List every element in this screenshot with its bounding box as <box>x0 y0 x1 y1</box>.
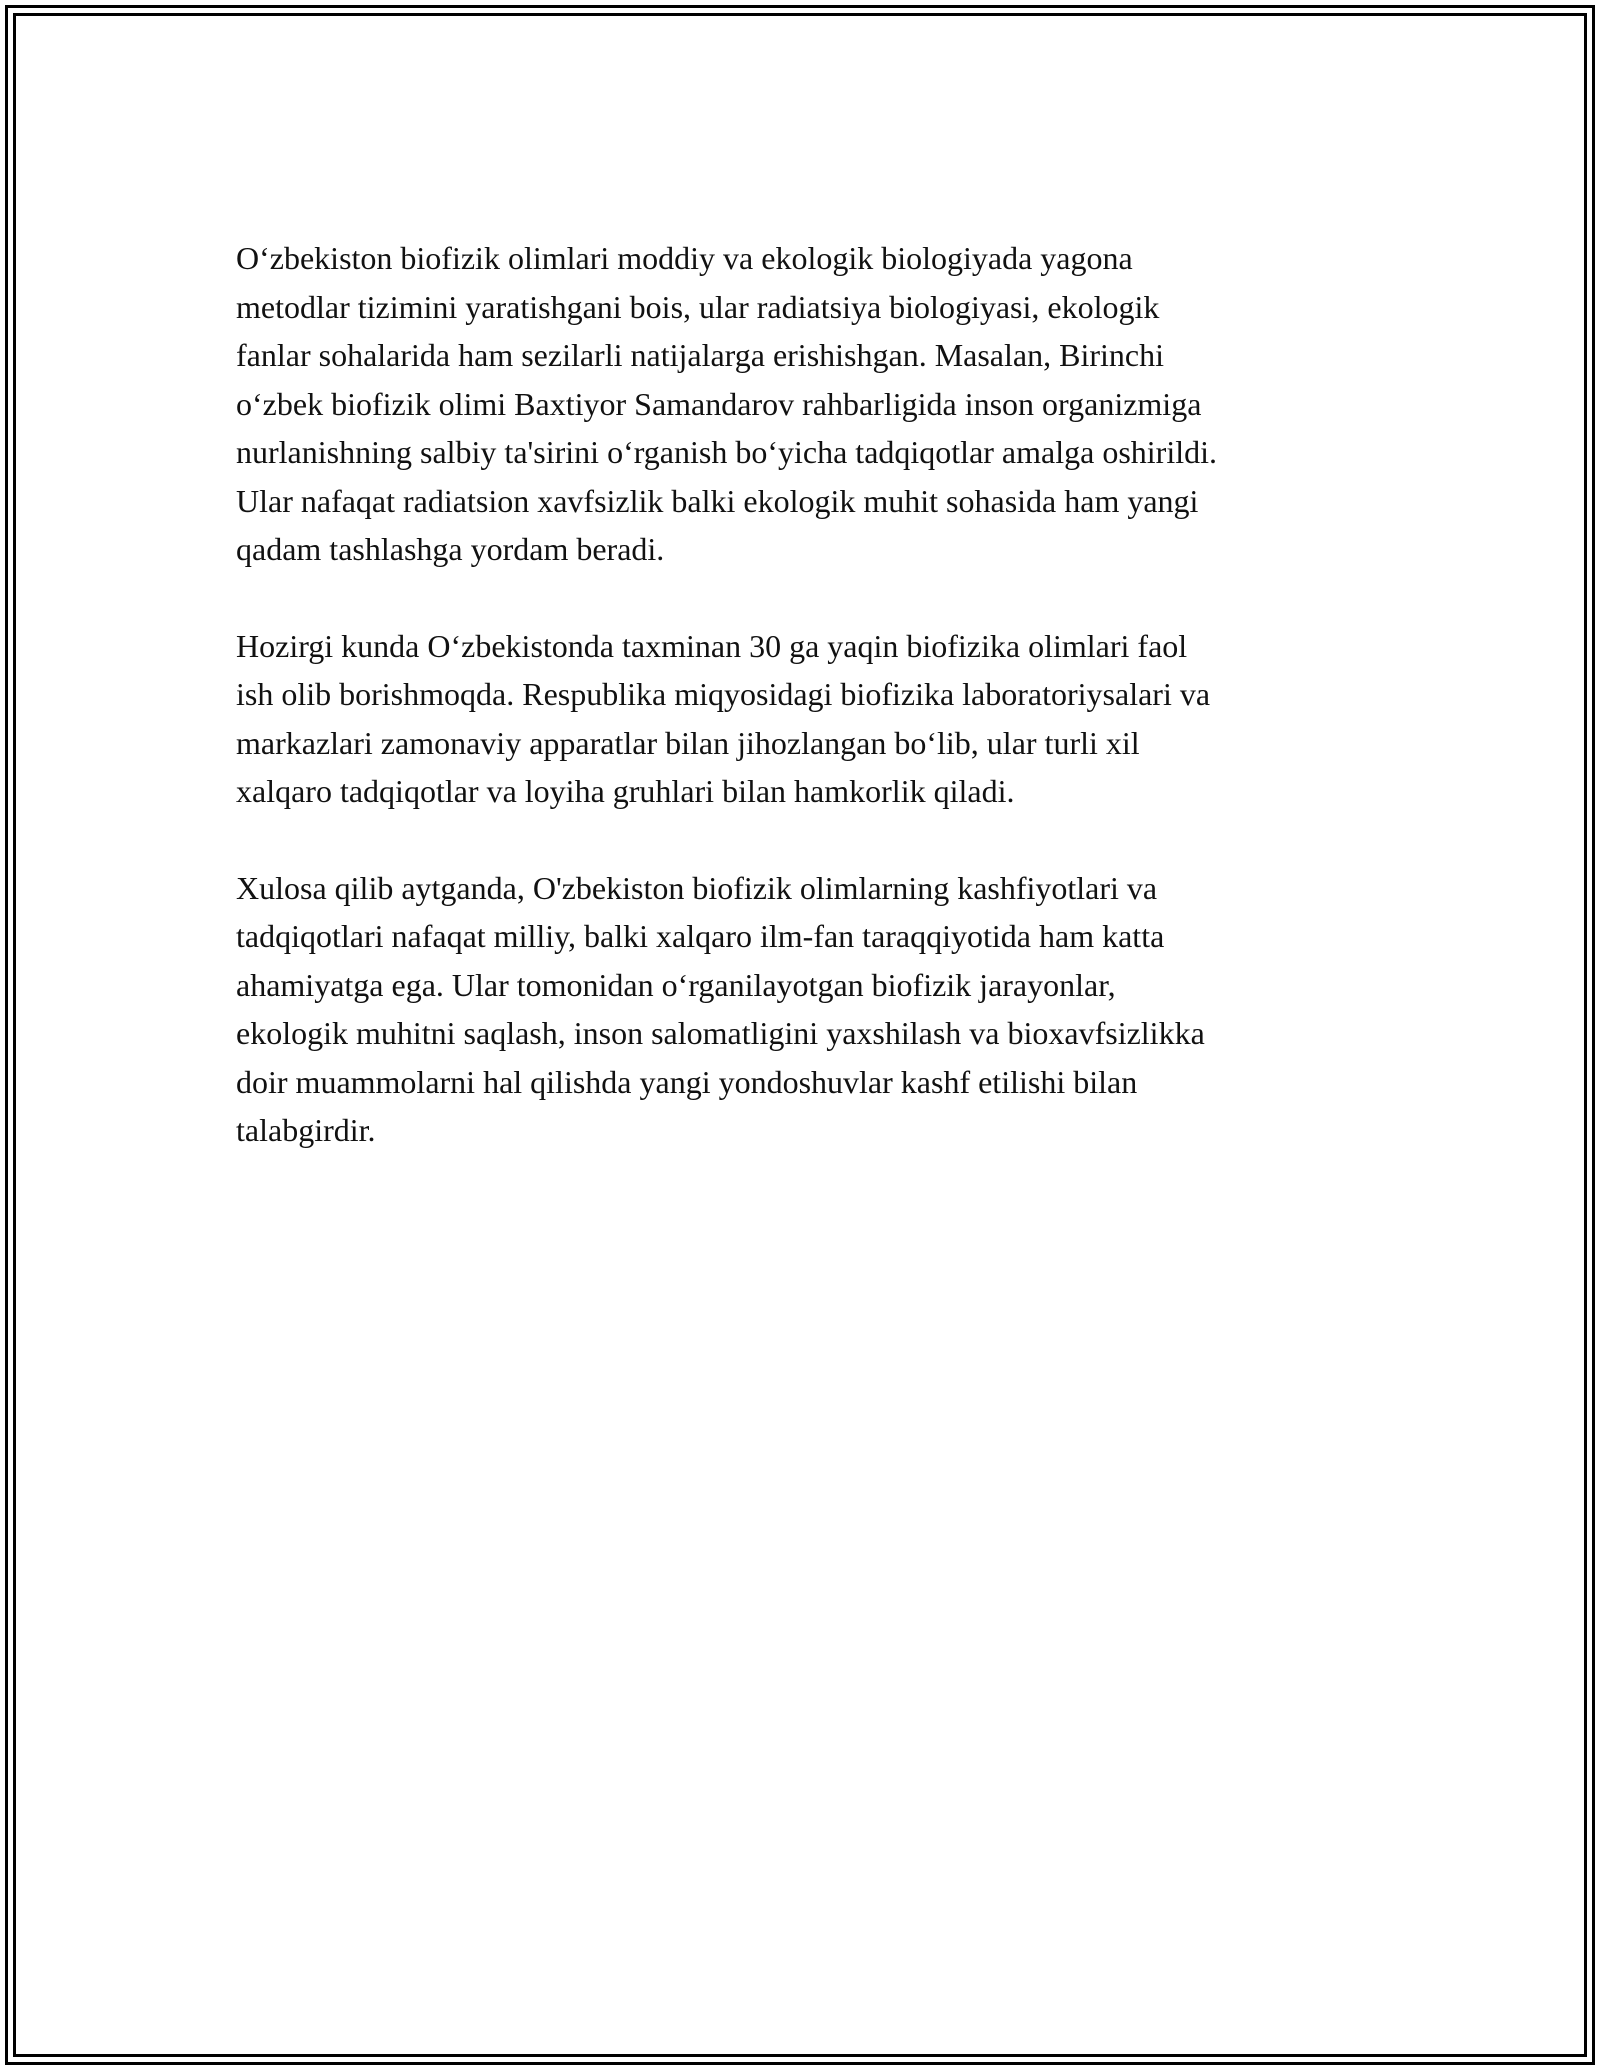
paragraph-2: Hozirgi kunda O‘zbekistonda taxminan 30 ga yaqin biofizika olimlari faol ish olib borishmoqda. Respublika miqyosidagi biofizika laboratoriysalari va markazlari zamonaviy apparatlar bilan jihozlangan bo‘lib, ular turli xil xalqaro tadqiqotlar va loyiha gruhlari bilan hamkorlik qiladi. <box>236 627 1211 809</box>
document-body <box>236 234 1386 1203</box>
paragraph-1: O‘zbekiston biofizik olimlari moddiy va ekologik biologiyada yagona metodlar tizimini yaratishgani bois, ular radiatsiya biologiyasi, ekologik fanlar sohalarida ham sezilarli natijalarga erishishgan. Masalan, Birinchi o‘zbek biofizik olimi Baxtiyor Samandarov rahbarligida inson organizmiga nurlanishning salbiy ta'sirini o‘rganish bo‘yicha tadqiqotlar amalga oshirildi. Ular nafaqat radiatsion xavfsizlik balki ekologik muhit sohasida ham yangi qadam tashlashga yordam beradi. <box>236 240 1217 567</box>
paragraph-3: Xulosa qilib aytganda, O'zbekiston biofizik olimlarning kashfiyotlari va tadqiqotlari nafaqat milliy, balki xalqaro ilm-fan taraqqiyotida ham katta ahamiyatga ega. Ular tomonidan o‘rganilayotgan biofizik jarayonlar, ekologik muhitni saqlash, inson salomatligini yaxshilash va bioxavfsizlikka doir muammolarni hal qilishda yangi yondoshuvlar kashf etilishi bilan talabgirdir. <box>236 869 1205 1148</box>
